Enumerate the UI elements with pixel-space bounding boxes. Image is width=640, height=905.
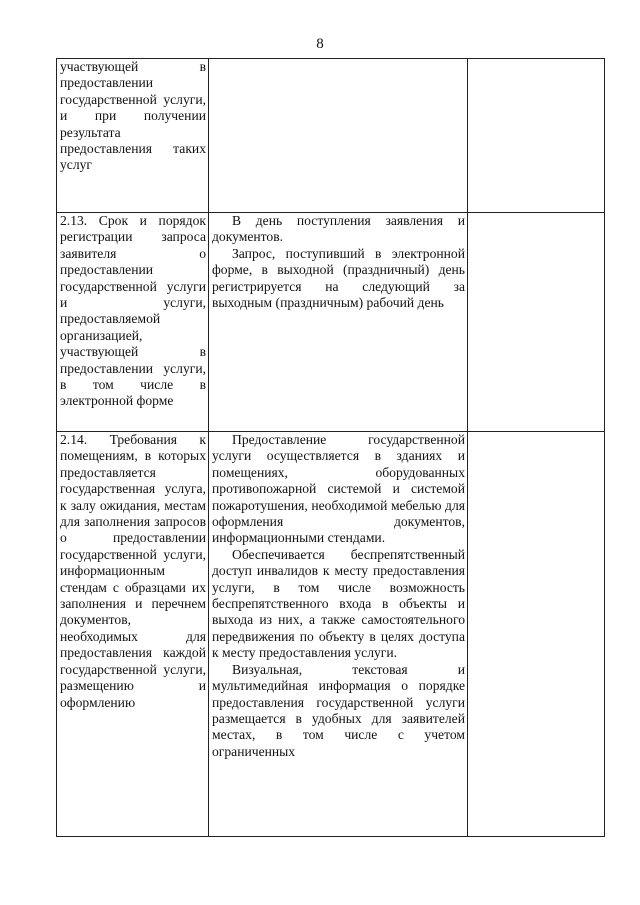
description-paragraph: Обеспечивается беспрепятственный доступ инвалидов к месту предоставления услуги, в том числе возможность беспрепятственного входа в объекты и выхода из них, а также самостоятельного передвижения по объекту в целях доступа к месту предоставления услуги. [212,546,465,661]
page-number: 8 [316,36,324,52]
requirement-title-cell [57,213,209,432]
requirement-title: 2.13. Срок и порядок регистрации запроса заявителя о предоставлении государственной услуги и услуги, предоставляемой организацией, участвующей в предоставлении услуги, в том числе в электронной форме [60,213,206,409]
description-paragraph: Предоставление государственной услуги осуществляется в зданиях и помещениях, оборудованных противопожарной системой и системой пожаротушения, необходимой мебелью для оформления документов, информационными стендами. [212,432,465,546]
requirement-title-cell [57,59,209,213]
table-row [57,59,605,213]
requirement-title-cell [57,432,209,837]
requirement-description-cell [209,213,468,432]
requirement-title: участвующей в предоставлении государственной услуги, и при получении результата предоставления таких услуг [60,59,206,173]
notes-cell [468,213,605,432]
description-paragraph: Визуальная, текстовая и мультимедийная информация о порядке предоставления государственной услуги размещается в удобных для заявителей местах, в том числе с учетом ограниченных [212,661,465,759]
description-paragraph: Запрос, поступивший в электронной форме, в выходной (праздничный) день регистрируется на следующий за выходным (праздничным) рабочий день [212,245,465,311]
services-table [56,58,605,837]
description-paragraph: В день поступления заявления и документов. [212,213,465,245]
table-row [57,213,605,432]
requirement-description-cell [209,432,468,837]
notes-cell [468,432,605,837]
requirement-description-cell [209,59,468,213]
notes-cell [468,59,605,213]
table-row [57,432,605,837]
requirement-title: 2.14. Требования к помещениям, в которых предоставляется государственная услуга, к залу ожидания, местам для заполнения запросов о предоставлении государственной услуги, информационным стендам с образцами их заполнения и перечнем документов, необходимых для предоставления каждой государственной услуги, размещению и оформлению [60,432,206,710]
